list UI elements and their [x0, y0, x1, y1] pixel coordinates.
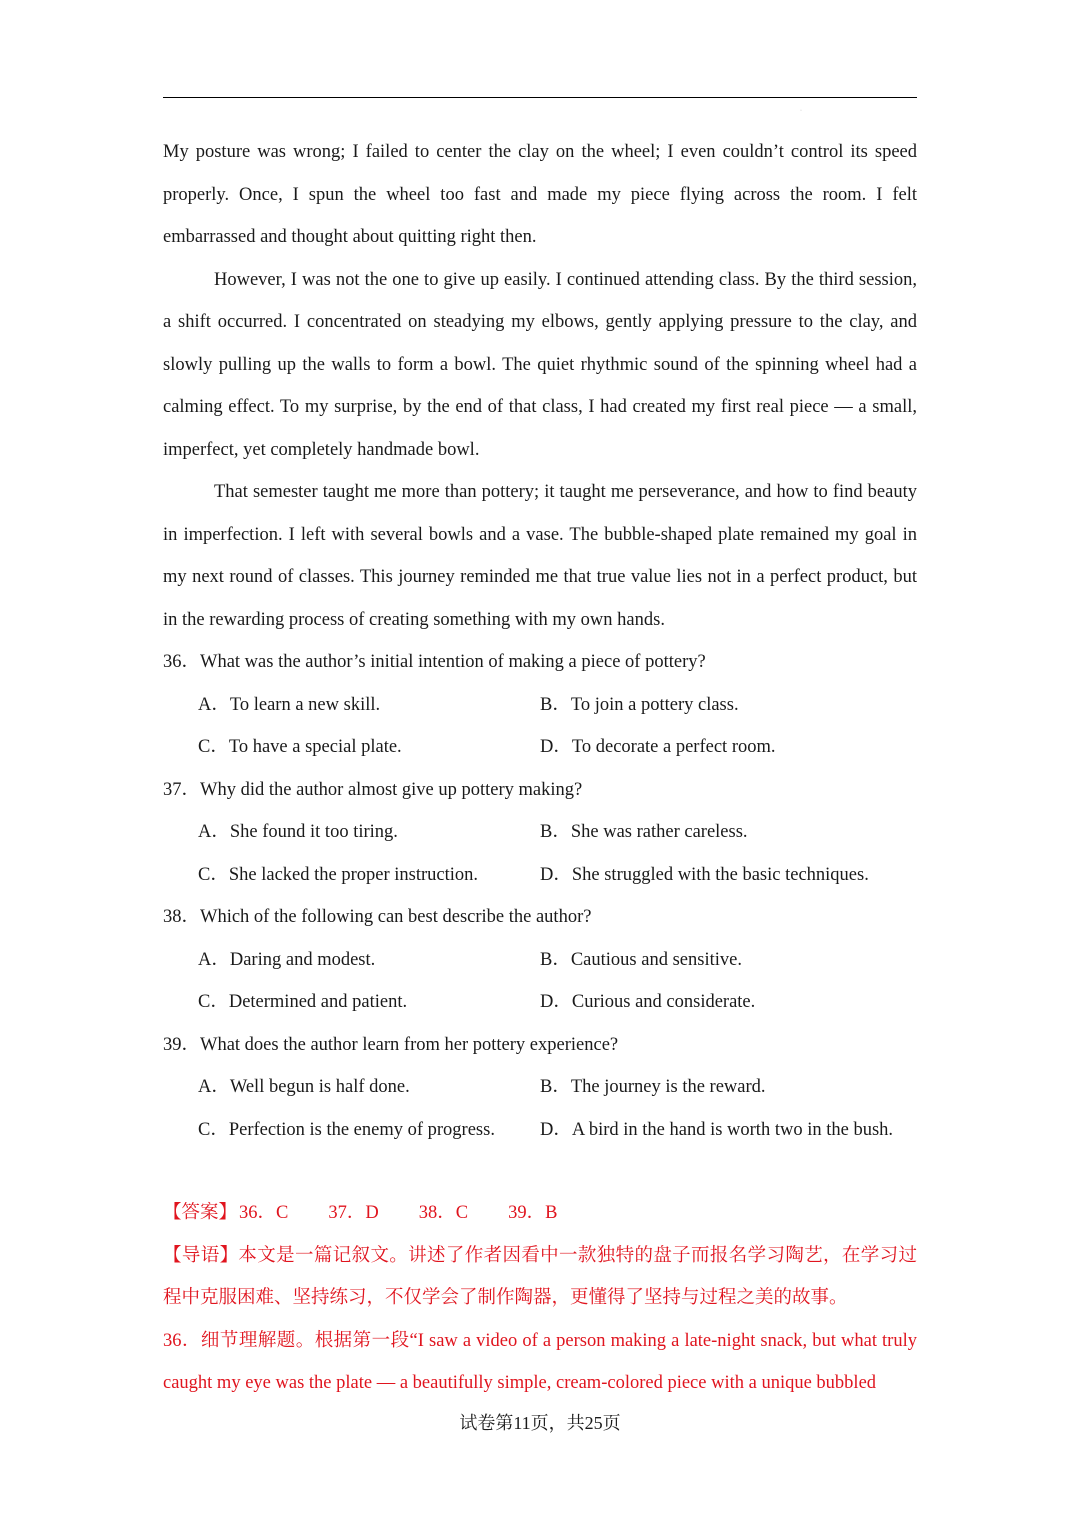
passage-paragraph: However, I was not the one to give up easily. I continued attending class. By the third session, a shift occurred. I concentrated on steadying my elbows, gently applying pressure to the clay, and slowly pulling up the walls to form a bowl. The quiet rhythmic sound of the spinning wheel had a calming effect. To my surprise, by the end of that class, I had created my first real piece — a small, imperfect, yet completely handmade bowl. [163, 269, 917, 460]
option-d: D．A bird in the hand is worth two in the bush. [540, 1119, 894, 1140]
option-b: B．She was rather careless. [540, 822, 748, 842]
question-39 [163, 1024, 917, 1152]
option-d: D．Curious and considerate. [540, 992, 756, 1012]
answer-item: 36．C [239, 1203, 289, 1223]
question-stem: 36．What was the author’s initial intention of making a piece of pottery? [163, 652, 706, 672]
answer-item: 39．B [508, 1203, 558, 1223]
option-c: C．To have a special plate. [198, 737, 402, 757]
question-stem: 37．Why did the author almost give up pottery making? [163, 779, 583, 800]
option-a: A．Well begun is half done. [198, 1077, 410, 1097]
option-a: A．She found it too tiring. [198, 822, 398, 842]
option-a: A．Daring and modest. [198, 949, 376, 970]
question-stem: 38．Which of the following can best describe the author? [163, 907, 592, 927]
question-37 [163, 769, 917, 897]
option-a: A．To learn a new skill. [198, 694, 381, 715]
option-c: C．Determined and patient. [198, 992, 408, 1012]
passage-and-questions [163, 131, 917, 1151]
guide-text: 【导语】本文是一篇记叙文。讲述了作者因看中一款独特的盘子而报名学习陶艺，在学习过程中克服困难、坚持练习，不仅学会了制作陶器，更懂得了坚持与过程之美的故事。 [163, 1245, 917, 1308]
question-options [163, 684, 917, 769]
passage-paragraph: That semester taught me more than pottery; it taught me perseverance, and how to find beauty in imperfection. I left with several bowls and a vase. The bubble-shaped plate remained my goal in my next round of classes. This journey reminded me that true value lies not in a perfect product, but in the rewarding process of creating something with my own hands. [163, 482, 917, 630]
detail-analysis: 36．细节理解题。根据第一段“I saw a video of a person making a late-night snack, but what truly caught my eye was the plate — a beautifully simple, cream-colored piece with a unique bubbled [163, 1330, 917, 1393]
question-38 [163, 896, 917, 1024]
option-b: B．Cautious and sensitive. [540, 949, 742, 970]
answer-analysis [163, 1192, 917, 1405]
question-36 [163, 641, 917, 769]
passage-paragraph: My posture was wrong; I failed to center the clay on the wheel; I even couldn’t control its speed properly. Once, I spun the wheel too fast and made my piece flying across the room. I felt embarrassed and thought about quitting right then. [163, 142, 917, 247]
answer-item: 37．D [328, 1203, 379, 1223]
answer-item: 38．C [418, 1203, 469, 1223]
option-d: D．To decorate a perfect room. [540, 737, 776, 757]
option-c: C．She lacked the proper instruction. [198, 864, 479, 885]
header-dot: · [800, 108, 802, 114]
option-b: B．The journey is the reward. [540, 1077, 766, 1097]
option-c: C．Perfection is the enemy of progress. [198, 1119, 495, 1140]
option-b: B．To join a pottery class. [540, 694, 739, 715]
answer-key [163, 1192, 917, 1235]
question-options [163, 1066, 917, 1151]
question-options [163, 939, 917, 1024]
header-rule [163, 97, 917, 98]
answer-label: 【答案】 [163, 1203, 238, 1223]
page-footer: 试卷第11页，共25页 [459, 1413, 621, 1433]
option-d: D．She struggled with the basic techniques. [540, 864, 869, 885]
question-stem: 39．What does the author learn from her pottery experience? [163, 1034, 619, 1055]
question-options [163, 811, 917, 896]
